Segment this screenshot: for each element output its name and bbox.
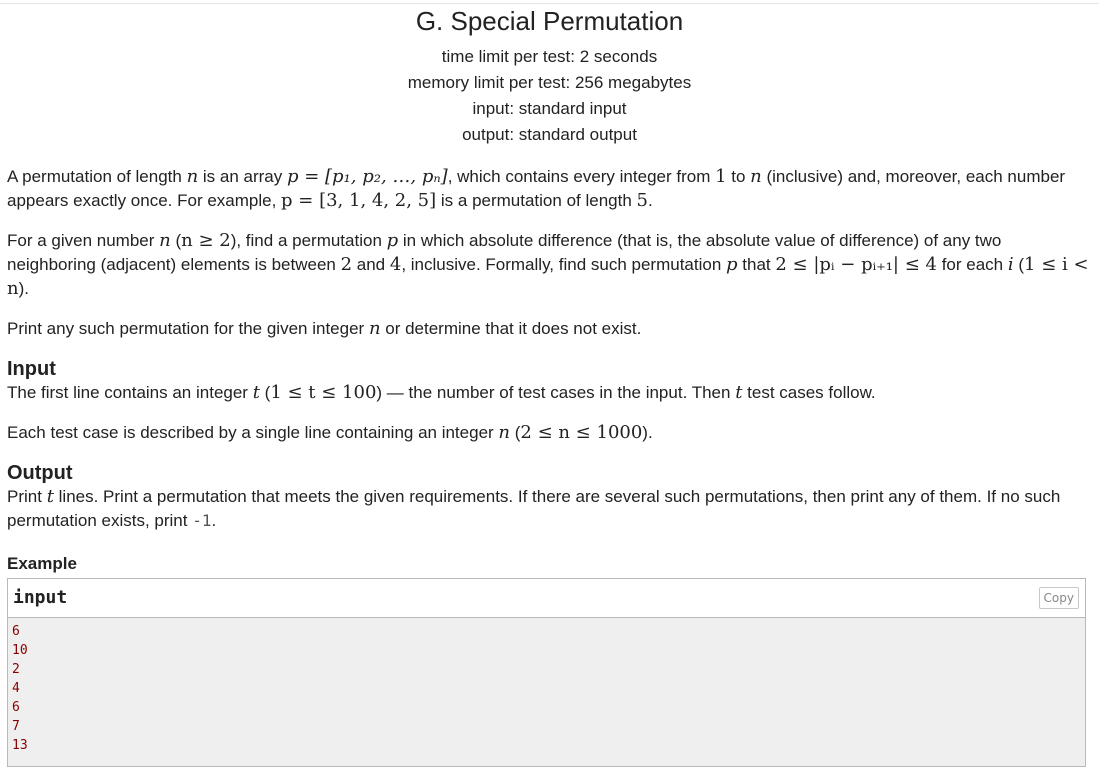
- math-i: i: [1007, 254, 1014, 275]
- statement-paragraph-3: [7, 317, 1092, 341]
- math-p: p: [726, 254, 738, 275]
- example-input-header: [8, 579, 1085, 618]
- math-n: n: [750, 166, 762, 187]
- text: is an array: [198, 167, 287, 186]
- math-i-range: 1 ≤ i < n: [7, 254, 1089, 299]
- text: .: [647, 191, 653, 210]
- math-n: n: [159, 230, 171, 251]
- text: Print any such permutation for the given integer: [7, 319, 369, 338]
- memory-limit: memory limit per test: 256 megabytes: [407, 73, 692, 92]
- text: (: [1013, 255, 1025, 274]
- example-title: Example: [7, 554, 77, 573]
- math-n: n: [368, 318, 381, 339]
- math-n-range: 2 ≤ n ≤ 1000: [520, 422, 643, 443]
- text: or determine that it does not exist.: [380, 319, 642, 338]
- text: to: [726, 167, 751, 186]
- text: .: [211, 511, 217, 530]
- math-p: p: [386, 230, 399, 251]
- text: (: [170, 231, 182, 250]
- example-input-line: 10: [12, 643, 28, 658]
- math-difference-constraint: 2 ≤ |pᵢ − pᵢ₊₁| ≤ 4: [775, 254, 937, 275]
- text: , inclusive. Formally, find such permutation: [401, 255, 727, 274]
- output-section-title: Output: [7, 462, 73, 484]
- text: ), find a permutation: [230, 231, 387, 250]
- math-t: t: [735, 382, 743, 403]
- math-permutation-def: p = [p₁, p₂, …, pₙ]: [286, 166, 448, 187]
- problem-title: G. Special Permutation: [415, 6, 684, 36]
- math-t-range: 1 ≤ t ≤ 100: [270, 382, 377, 403]
- text: for each: [936, 255, 1008, 274]
- example-input-line: 6: [12, 700, 20, 715]
- input-specification: [7, 357, 1092, 445]
- text: is a permutation of length: [436, 191, 637, 210]
- math-n: n: [498, 422, 510, 443]
- example-input-line: 4: [12, 681, 20, 696]
- math-n-constraint: n ≥ 2: [181, 230, 231, 251]
- problem-statement: [7, 165, 1092, 341]
- output-specification: [7, 461, 1092, 533]
- example-input-line: 7: [12, 719, 20, 734]
- text: in which absolute difference (that is, the absolute value of difference) of any two neighboring (adjacent) elements is between: [7, 231, 1002, 274]
- statement-paragraph-1: [7, 165, 1092, 213]
- text: and: [352, 255, 390, 274]
- input-paragraph-1: [7, 381, 1092, 405]
- math-two: 2: [340, 254, 353, 275]
- text: Each test case is described by a single line containing an integer: [7, 423, 499, 442]
- text: The first line contains an integer: [7, 383, 253, 402]
- text: that: [737, 255, 776, 274]
- code-minus-one: -1: [192, 511, 212, 530]
- text: (: [510, 423, 521, 442]
- text: lines. Print a permutation that meets the given requirements. If there are several such permutations, then print any of them. If no such permutation exists, print: [7, 487, 1061, 530]
- example-input-line: 13: [12, 738, 28, 753]
- input-paragraph-2: [7, 421, 1092, 445]
- text: test cases follow.: [742, 383, 876, 402]
- text: ) — the number of test cases in the input. Then: [376, 383, 736, 402]
- input-section-title: Input: [7, 358, 56, 380]
- math-t: t: [46, 486, 54, 507]
- math-four: 4: [389, 254, 402, 275]
- text: , which contains every integer from: [447, 167, 716, 186]
- text: For a given number: [7, 231, 160, 250]
- example-input-line: 2: [12, 662, 20, 677]
- math-one: 1: [715, 166, 727, 187]
- problem-header: [7, 0, 1092, 148]
- statement-paragraph-2: [7, 229, 1092, 301]
- math-example-permutation: p = [3, 1, 4, 2, 5]: [281, 190, 437, 211]
- input-source: input: standard input: [472, 99, 627, 118]
- text: ).: [642, 423, 653, 442]
- example-input-content[interactable]: [8, 618, 1085, 766]
- text: A permutation of length: [7, 167, 187, 186]
- math-t: t: [252, 382, 260, 403]
- text: ).: [18, 279, 29, 298]
- output-target: output: standard output: [462, 125, 637, 144]
- text: Print: [7, 487, 47, 506]
- example-input-line: 6: [12, 624, 20, 639]
- text: (inclusive) and, moreover, each number appears exactly once. For example,: [7, 167, 1066, 210]
- output-paragraph-1: [7, 485, 1092, 533]
- example-input-box: [7, 578, 1086, 767]
- math-n: n: [186, 166, 199, 187]
- time-limit: time limit per test: 2 seconds: [441, 47, 658, 66]
- example-input-label: input: [13, 587, 68, 608]
- text: (: [259, 383, 271, 402]
- copy-button[interactable]: Copy: [1039, 587, 1079, 609]
- math-five: 5: [636, 190, 648, 211]
